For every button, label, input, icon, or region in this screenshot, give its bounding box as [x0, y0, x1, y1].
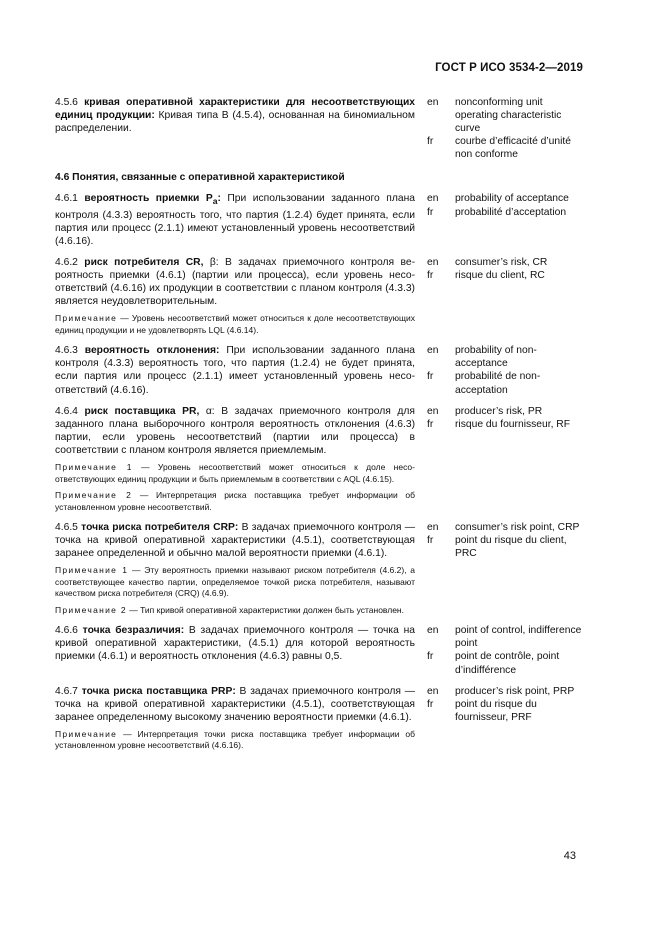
definition: 4.6.1 вероятность приемки $P_a$: При использовании заданного плана контроля (4.3.3) вероятность того, что партия (1.2.4) будет принята, если партия или процесс (2.1.1) имеют установленный уровень несоответствий (4.6.16).: [55, 193, 415, 247]
translations: en consumer’s risk point, CRP fr point du risque du client, PRC: [415, 521, 585, 560]
note-2: Примечание 2 — Тип кривой оперативной характеристики должен быть установлен.: [55, 604, 404, 615]
term: вероятность приемки $P_a$:: [84, 193, 221, 207]
french-term: point du risque du fournisseur, PRF: [455, 698, 537, 723]
english-term: probability of acceptance: [455, 193, 569, 205]
section-heading: 4.6 Понятия, связанные с оперативной характеристикой: [55, 172, 345, 184]
translations: en nonconforming unit operating characteristic curve fr courbe d’efficacité d’unité non conforme: [415, 96, 585, 161]
term-entry-4-6-7: [55, 685, 585, 724]
translations: en probability of acceptance fr probabilité d’acceptation: [415, 192, 585, 247]
french-term: point de contrôle, point d’indifférence: [455, 651, 560, 676]
term-entry-4-6-4: [55, 405, 585, 457]
term: кривая оперативной характеристики для несоответствующих единиц продукции:: [55, 97, 416, 122]
note: Примечание — Уровень несоответствий может относиться к доле несоответствующих единиц продукции и не удовлетворять LQL (4.6.14).: [55, 313, 415, 335]
term-entry-4-6-5: [55, 521, 585, 560]
english-term: producer’s risk, PR: [455, 405, 543, 417]
french-term: risque du client, RC: [455, 269, 545, 281]
translations: en producer’s risk point, PRP fr point du risque du fournisseur, PRF: [415, 685, 585, 724]
french-term: risque du fournisseur, RF: [455, 418, 571, 430]
english-term: probability of non-acceptance: [455, 345, 537, 370]
term: риск потребителя CR,: [84, 256, 204, 268]
french-term: probabilité de non-acceptation: [455, 371, 541, 396]
term-entry-4-6-2: [55, 256, 585, 308]
term-entry-4-6-1: [55, 192, 585, 247]
note: Примечание — Интерпретация точки риска поставщика требует информации об установленном уровне несоответствий (4.6.16).: [55, 728, 415, 751]
french-term: probabilité d’acceptation: [455, 206, 567, 218]
translations: en consumer’s risk, CR fr risque du client, RC: [415, 256, 585, 308]
term: точка риска поставщика PRP:: [81, 685, 236, 697]
content: [55, 96, 585, 760]
definition: 4.6.7 точка риска поставщика PRP: В задачах приемочного контроля — точка на кривой оперативной характеристики (4.5.1), соответствующая заранее определенному высокому значению вероятности приемки (4.6.1).: [55, 685, 415, 723]
term-entry-4-5-6: [55, 96, 585, 161]
definition: 4.6.3 вероятность отклонения: При использовании заданного плана контроля (4.3.3) вероятность того, что партия (1.2.4) не будет принята, если партия или процесс (2.1.1) имеет установленный уровень несоответствий (4.6.16).: [55, 345, 416, 396]
english-term: consumer’s risk, CR: [455, 256, 548, 268]
definition: 4.6.2 риск потребителя CR, β: В задачах приемочного контроля вероятность приемки (4.6.1) (партии или процесса), если уровень несоответствий (4.6.16) их продукции в соответствии с планом контроля (4.3.3) является неудовлетворительным.: [55, 256, 416, 308]
translations: en point of control, indifference point fr point de contrôle, point d’indifférence: [415, 624, 585, 676]
standard-designation: ГОСТ Р ИСО 3534-2—2019: [435, 62, 583, 74]
translations: en producer’s risk, PR fr risque du fournisseur, RF: [415, 405, 585, 457]
english-term: producer’s risk point, PRP: [455, 685, 575, 697]
note-1: Примечание 1 — Уровень несоответствий может относиться к доле несоответствующих единиц продукции и быть приемлемым в соответствии с AQL (4.6.15).: [55, 462, 415, 484]
page-number: 43: [563, 850, 576, 862]
french-term: point du risque du client, PRC: [455, 535, 567, 560]
definition: 4.6.4 риск поставщика PR, α: В задачах приемочного контроля для заданного плана выборочного контроля вероятность отклонения (4.6.3) партии, если уровень несоответствий (партии или процесса) в соответствии с планом контроля является приемлемым.: [55, 405, 416, 456]
definition: 4.5.6 кривая оперативной характеристики для несоответствующих единиц продукции: Кривая типа B (4.5.4), основанная на биномиальном распределении.: [55, 97, 416, 135]
term-entry-4-6-3: [55, 344, 585, 396]
translations: en probability of non-acceptance fr probabilité de non-acceptation: [415, 344, 585, 396]
term-entry-4-6-6: [55, 624, 585, 676]
note-1: Примечание 1 — Эту вероятность приемки называют риском потребителя (4.6.2), а соответствующее качество партии, определяемое точкой риска потребителя, называют качеством риска потребителя (CRQ) (4.6.9).: [55, 565, 416, 599]
term: вероятность отклонения:: [84, 345, 220, 357]
english-term: nonconforming unit operating characteristic curve: [455, 97, 562, 135]
definition: 4.6.6 точка безразличия: В задачах приемочного контроля — точка на кривой оперативной характеристики, (4.5.1) для которой вероятность приемки (4.6.1) и вероятность отклонения (4.6.3) равны 0,5.: [55, 625, 416, 663]
term: риск поставщика PR,: [84, 405, 200, 417]
note-2: Примечание 2 — Интерпретация риска поставщика требует информации об установленном уровне несоответствий.: [55, 490, 416, 512]
french-term: courbe d’efficacité d’unité non conforme: [455, 136, 572, 161]
english-term: consumer’s risk point, CRP: [455, 522, 580, 534]
term: точка риска потребителя CRP:: [81, 522, 239, 534]
term: точка безразличия:: [82, 625, 185, 637]
english-term: point of control, indifference point: [455, 625, 582, 650]
definition: 4.6.5 точка риска потребителя CRP: В задачах приемочного контроля — точка на кривой оперативной характеристики (4.5.1), соответствующая заранее определенной и обычно малой вероятности приемки (4.6.1).: [55, 522, 416, 560]
